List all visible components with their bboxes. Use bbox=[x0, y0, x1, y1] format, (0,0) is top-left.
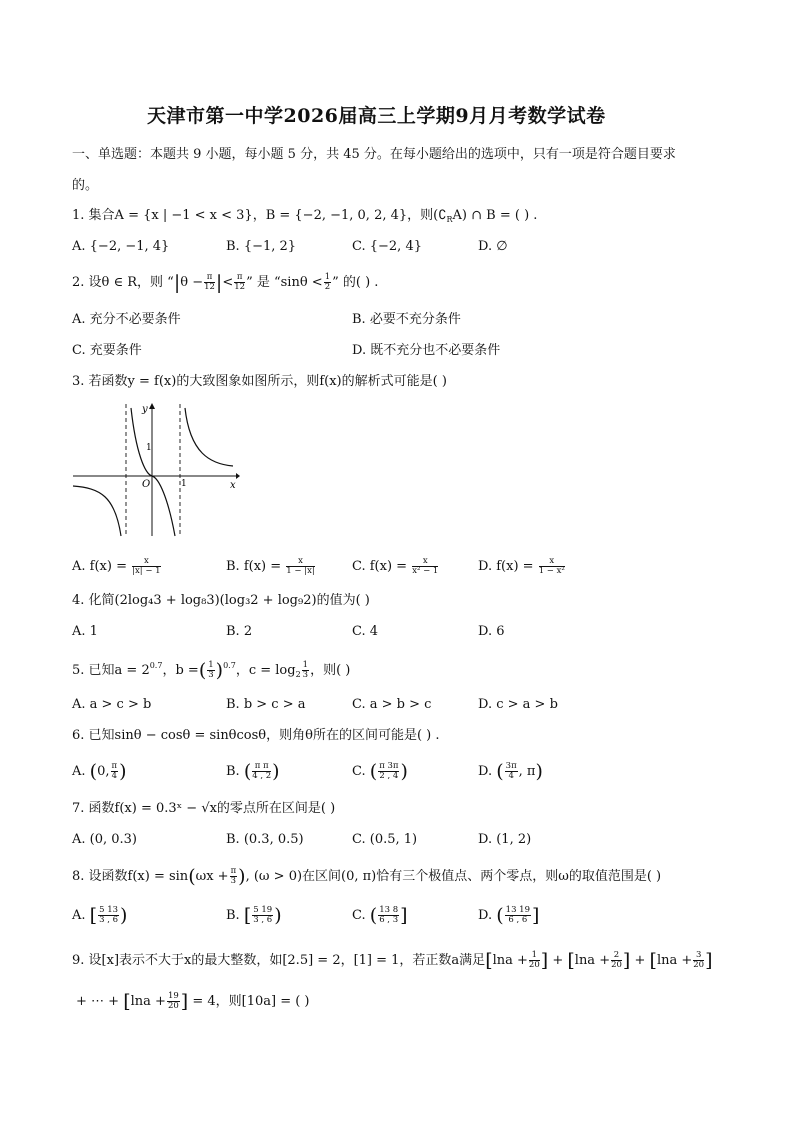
fraction: $\frac{\pi}{12}$ bbox=[204, 272, 215, 292]
q5-option-b[interactable]: B. b > c > a bbox=[226, 697, 306, 712]
x-axis-arrow-icon bbox=[236, 473, 240, 479]
q2-stem-part: 2. 设θ ∈ R，则 “ bbox=[72, 275, 174, 290]
section-instructions-line2: 的。 bbox=[72, 178, 99, 193]
q3-option-a[interactable]: A. f(x) = $\frac{x}{|x| - 1}$ bbox=[72, 556, 161, 576]
x-axis-label: x bbox=[230, 480, 236, 491]
question-9-stem-line1: 9. 设[x]表示不大于x的最大整数，如[2.5] = 2，[1] = 1，若正数a满足[lna + $\frac{1}{20}$ ] + [lna + $\frac{2}{20}$ ] + [lna + $\frac{3}{20}$ ] bbox=[72, 949, 713, 972]
q3-option-b[interactable]: B. f(x) = $\frac{x}{1 - |x|}$ bbox=[226, 556, 315, 576]
q2-option-d[interactable]: D. 既不充分也不必要条件 bbox=[352, 343, 501, 358]
q7-option-c[interactable]: C. (0.5, 1) bbox=[352, 832, 418, 847]
fraction: $\frac{\pi}{12}$ bbox=[234, 272, 246, 292]
complement-subscript: R bbox=[446, 215, 453, 224]
q7-option-d[interactable]: D. (1, 2) bbox=[478, 832, 532, 847]
question-4-stem: 4. 化简(2log₄3 + log₈3)(log₃2 + log₉2)的值为( ) bbox=[72, 593, 370, 608]
q1-option-d[interactable]: D. ∅ bbox=[478, 239, 508, 254]
question-5-stem: 5. 已知$a = 2^{0.7}$，b =( $\frac{1}{3}$ )$^{0.7}$，$c = \log_2$ $\frac{1}{3}$ ，则( ) bbox=[72, 659, 351, 682]
q2-stem-part: θ − bbox=[180, 275, 204, 290]
q3-option-d[interactable]: D. f(x) = $\frac{x}{\text{1 − x²}}$ bbox=[478, 556, 565, 576]
q8-option-d[interactable]: D. ( $\frac{13 19}{6 , 6}$ ] bbox=[478, 904, 540, 927]
q1-stem-part: A) ∩ B = ( ) . bbox=[452, 208, 538, 223]
q4-option-c[interactable]: C. 4 bbox=[352, 624, 379, 639]
q4-option-a[interactable]: A. 1 bbox=[72, 624, 98, 639]
q8-option-b[interactable]: B. [ $\frac{5 19}{3 , 6}$ ) bbox=[226, 904, 282, 927]
curve-middle-branch bbox=[131, 408, 175, 536]
q1-option-a[interactable]: A. {−2, −1, 4} bbox=[72, 239, 170, 254]
question-8-stem: 8. 设函数f(x) = sin(ωx + $\frac{\pi}{3}$ ), (ω > 0)在区间(0, π)恰有三个极值点、两个零点，则ω的取值范围是( ) bbox=[72, 865, 662, 888]
fraction: $\frac{1}{2}$ bbox=[324, 272, 331, 292]
q2-stem-part: < bbox=[222, 275, 234, 290]
q2-option-b[interactable]: B. 必要不充分条件 bbox=[352, 312, 461, 327]
q6-option-b[interactable]: B. ( $\frac{\text{π π}}{4 , 2}$ ) bbox=[226, 760, 280, 783]
function-graph-figure bbox=[70, 398, 240, 538]
q2-option-a[interactable]: A. 充分不必要条件 bbox=[72, 312, 181, 327]
q6-option-a[interactable]: A. (0, $\frac{\pi}{4}$ ) bbox=[72, 760, 127, 783]
q6-option-c[interactable]: C. ( $\frac{\pi 3\pi}{2 , 4}$ ) bbox=[352, 760, 408, 783]
question-9-stem-line2: + ⋯ + [lna + $\frac{19}{20}$ ] = 4，则[10a] = ( ) bbox=[76, 990, 310, 1013]
q7-option-a[interactable]: A. (0, 0.3) bbox=[72, 832, 138, 847]
curve-left-branch bbox=[73, 486, 121, 536]
q2-stem-part: ” 是 “sinθ < bbox=[246, 275, 323, 290]
exam-title: 天津市第一中学2026届高三上学期9月月考数学试卷 bbox=[147, 105, 606, 127]
q5-option-d[interactable]: D. c > a > b bbox=[478, 697, 558, 712]
x-tick-1-label: 1 bbox=[181, 479, 187, 489]
q8-option-a[interactable]: A. [ $\frac{5 13}{3 , 6}$ ) bbox=[72, 904, 128, 927]
section-instructions-line1: 一、单选题：本题共 9 小题，每小题 5 分，共 45 分。在每小题给出的选项中，只有一项是符合题目要求 bbox=[72, 147, 676, 162]
q1-option-b[interactable]: B. {−1, 2} bbox=[226, 239, 297, 254]
q5-option-c[interactable]: C. a > b > c bbox=[352, 697, 432, 712]
q8-option-c[interactable]: C. ( $\frac{13 8}{6 , 3}$ ] bbox=[352, 904, 408, 927]
complement-symbol: ∁ bbox=[438, 208, 447, 223]
curve-right-branch bbox=[185, 408, 233, 466]
question-1-stem bbox=[72, 208, 537, 225]
question-2-stem: 2. 设θ ∈ R，则 “|θ − $\frac{\pi}{12}$ |< $\frac{\pi}{12}$ ” 是 “sinθ < $\frac{1}{2}$ ” 的( ) . bbox=[72, 271, 379, 294]
question-3-stem: 3. 若函数y = f(x)的大致图象如图所示，则f(x)的解析式可能是( ) bbox=[72, 374, 447, 389]
q1-stem-part: A = {x | −1 < x < 3}，B = {−2, −1, 0, 2, 4}，则( bbox=[114, 208, 439, 223]
q6-option-d[interactable]: D. ( $\frac{3\pi}{4}$ , π) bbox=[478, 760, 543, 783]
y-axis-label: y bbox=[142, 404, 148, 415]
q2-option-c[interactable]: C. 充要条件 bbox=[72, 343, 142, 358]
q7-option-b[interactable]: B. (0.3, 0.5) bbox=[226, 832, 304, 847]
q2-stem-part: ” 的( ) . bbox=[332, 275, 379, 290]
y-tick-1-label: 1 bbox=[146, 443, 152, 453]
origin-label: O bbox=[142, 479, 151, 490]
q5-option-a[interactable]: A. a > c > b bbox=[72, 697, 152, 712]
q4-option-d[interactable]: D. 6 bbox=[478, 624, 505, 639]
q1-stem-part: 1. 集合 bbox=[72, 208, 115, 223]
q4-option-b[interactable]: B. 2 bbox=[226, 624, 253, 639]
q1-option-c[interactable]: C. {−2, 4} bbox=[352, 239, 422, 254]
question-7-stem: 7. 函数f(x) = 0.3ˣ − √x的零点所在区间是( ) bbox=[72, 801, 336, 816]
question-6-stem: 6. 已知sinθ − cosθ = sinθcosθ，则角θ所在的区间可能是( ) . bbox=[72, 728, 440, 743]
q3-option-c[interactable]: C. f(x) = $\frac{x}{\text{x² − 1}}$ bbox=[352, 556, 439, 576]
y-axis-arrow-icon bbox=[149, 403, 155, 409]
